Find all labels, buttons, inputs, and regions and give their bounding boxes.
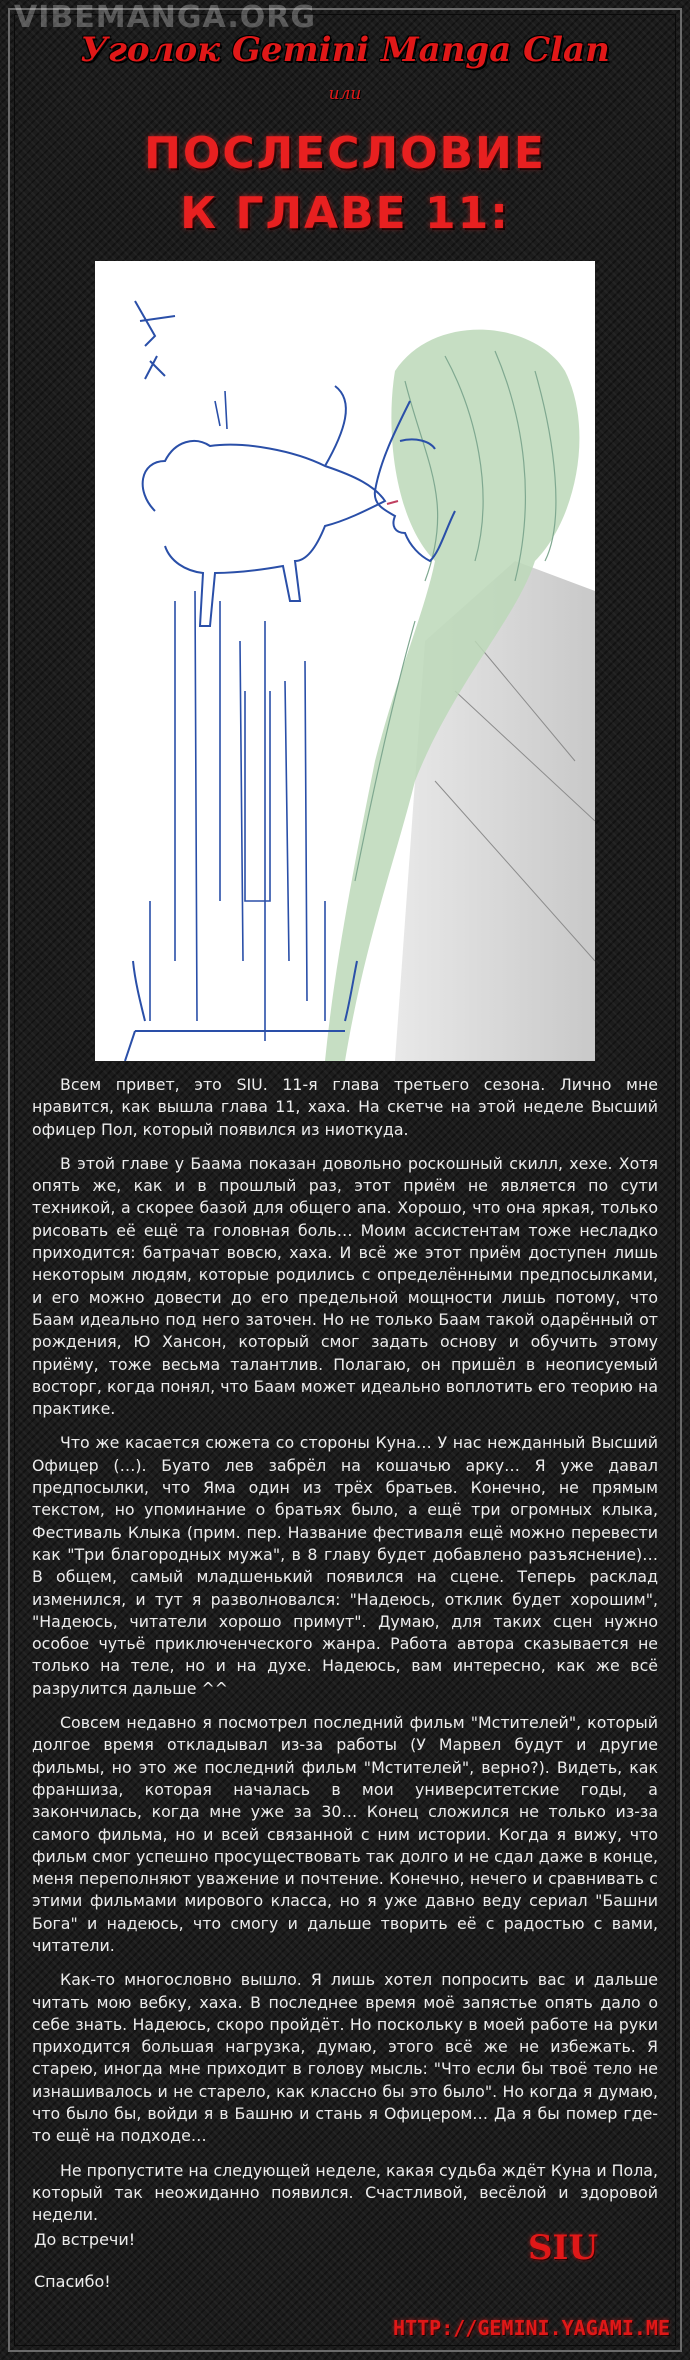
paragraph: Всем привет, это SIU. 11-я глава третьего сезона. Лично мне нравится, как вышла глава 11, хаха. На скетче на этой неделе Высший офицер Пол, который появился из ниоткуда. [32, 1075, 658, 1139]
mouth-line [387, 501, 398, 504]
author-signature: SIU [528, 2228, 599, 2268]
cat-body [143, 441, 385, 626]
watermark: VIBEMANGA.ORG [14, 0, 316, 35]
paragraph: Не пропустите на следующей неделе, какая судьба ждёт Куна и Пола, который так неожиданно появился. Счастливой, весёлой и здоровой недели. [32, 2160, 658, 2225]
afterword-title-line2: К ГЛАВЕ 11: [180, 188, 510, 239]
sketch-illustration [95, 261, 595, 1061]
paragraph: В этой главе у Баама показан довольно роскошный скилл, хехе. Хотя опять же, как и в прошлый раз, этот приём не является по сути техникой, а скорее базой для общего апа. Хорошо, что она яркая, только рисовать её ещё та головная боль… Моим ассистентам тоже несладко приходится: батрачат вовсю, хаха. И всё же этот приём доступен лишь некоторым людям, которые родились с определёнными предпосылками, и его можно довести до его предельной мощности лишь потому, что Баам идеально под него заточен. Но не только Баам такой одарённый от рождения, Ю Хансон, который смог задать основу и обучить этому приёму, тоже весьма талантлив. Полагаю, он пришёл в неописуемый восторг, когда понял, что Баам может идеально воплотить его теорию на практике. [32, 1153, 658, 1419]
clan-title: Уголок Gemini Manga Clan [80, 30, 610, 70]
sketch-illustration-icon [95, 261, 595, 1061]
afterword-title-line1: ПОСЛЕСЛОВИЕ [144, 128, 546, 179]
or-separator: или [328, 84, 362, 104]
paragraph: Что же касается сюжета со стороны Куна… У нас нежданный Высший Офицер (…). Буато лев забрёл на кошачью арку… Я уже давал предпосылки, что Яма один из трёх братьев. Конечно, не прямым текстом, но упоминание о братьях было, а ещё три огромных клыка, Фестиваль Клыка (прим. пер. Название фестиваля ещё можно перевести как "Три благородных мужа", в 8 главу будет добавлено разъяснение)… В общем, самый младшенький появился на сцене. Теперь расклад изменился, и тут я разволновался: "Надеюсь, отклик будет хорошим", "Надеюсь, читатели хорошо примут". Думаю, для таких сцен нужно особое чутьё приключенческого жанра. Работа автора сказывается не только на теле, но и на духе. Надеюсь, вам интересно, как же всё разрулится дальше ^^ [32, 1433, 658, 1698]
afterword-title [0, 124, 690, 244]
sketch-signature-doodle [135, 301, 175, 379]
paragraph: Совсем недавно я посмотрел последний фильм "Мстителей", который долгое время откладывал из-за работы (У Марвел будут и другие фильмы, но это же последний фильм "Мстителей", верно?). Видеть, как франшиза, которая началась в мои университетские годы, а закончилась, когда мне уже за 30… Конец сложился не только из-за самого фильма, но и всей связанной с ним истории. Когда я вижу, что фильм смог успешно просуществовать так долго и не сдал даже в конце, меня переполняют уважение и почтение. Конечно, нечего и сравнивать с этими фильмами мирового класса, но я уже давно веду сериал "Башни Бога" и надеюсь, что смогу и дальше творить её с радостью с вами, читатели. [32, 1713, 658, 1955]
pillar-outline [150, 691, 325, 1021]
pillar-lines [175, 391, 307, 1041]
cat-tail [325, 386, 346, 466]
site-url-link[interactable]: HTTP://GEMINI.YAGAMI.ME [393, 2316, 670, 2340]
sign-off: До встречи! [34, 2230, 136, 2249]
base-line [125, 961, 357, 1061]
paragraph: Как-то многословно вышло. Я лишь хотел попросить вас и дальше читать мою вебку, хаха. В последнее время моё запястье опять дало о себе знать. Надеюсь, скоро пройдёт. Но поскольку в моей работе на руки приходится большая нагрузка, думаю, этого всё же не избежать. Я старею, иногда мне приходит в голову мысль: "Что если бы твоё тело не изнашивалось и не старело, как классно бы это было". Но когда я думаю, что было бы, войди я в Башню и стань я Офицером… Да я бы помер где-то ещё на подходе… [32, 1970, 658, 2146]
thanks-text: Спасибо! [34, 2272, 111, 2291]
afterword-text [32, 1074, 658, 2239]
